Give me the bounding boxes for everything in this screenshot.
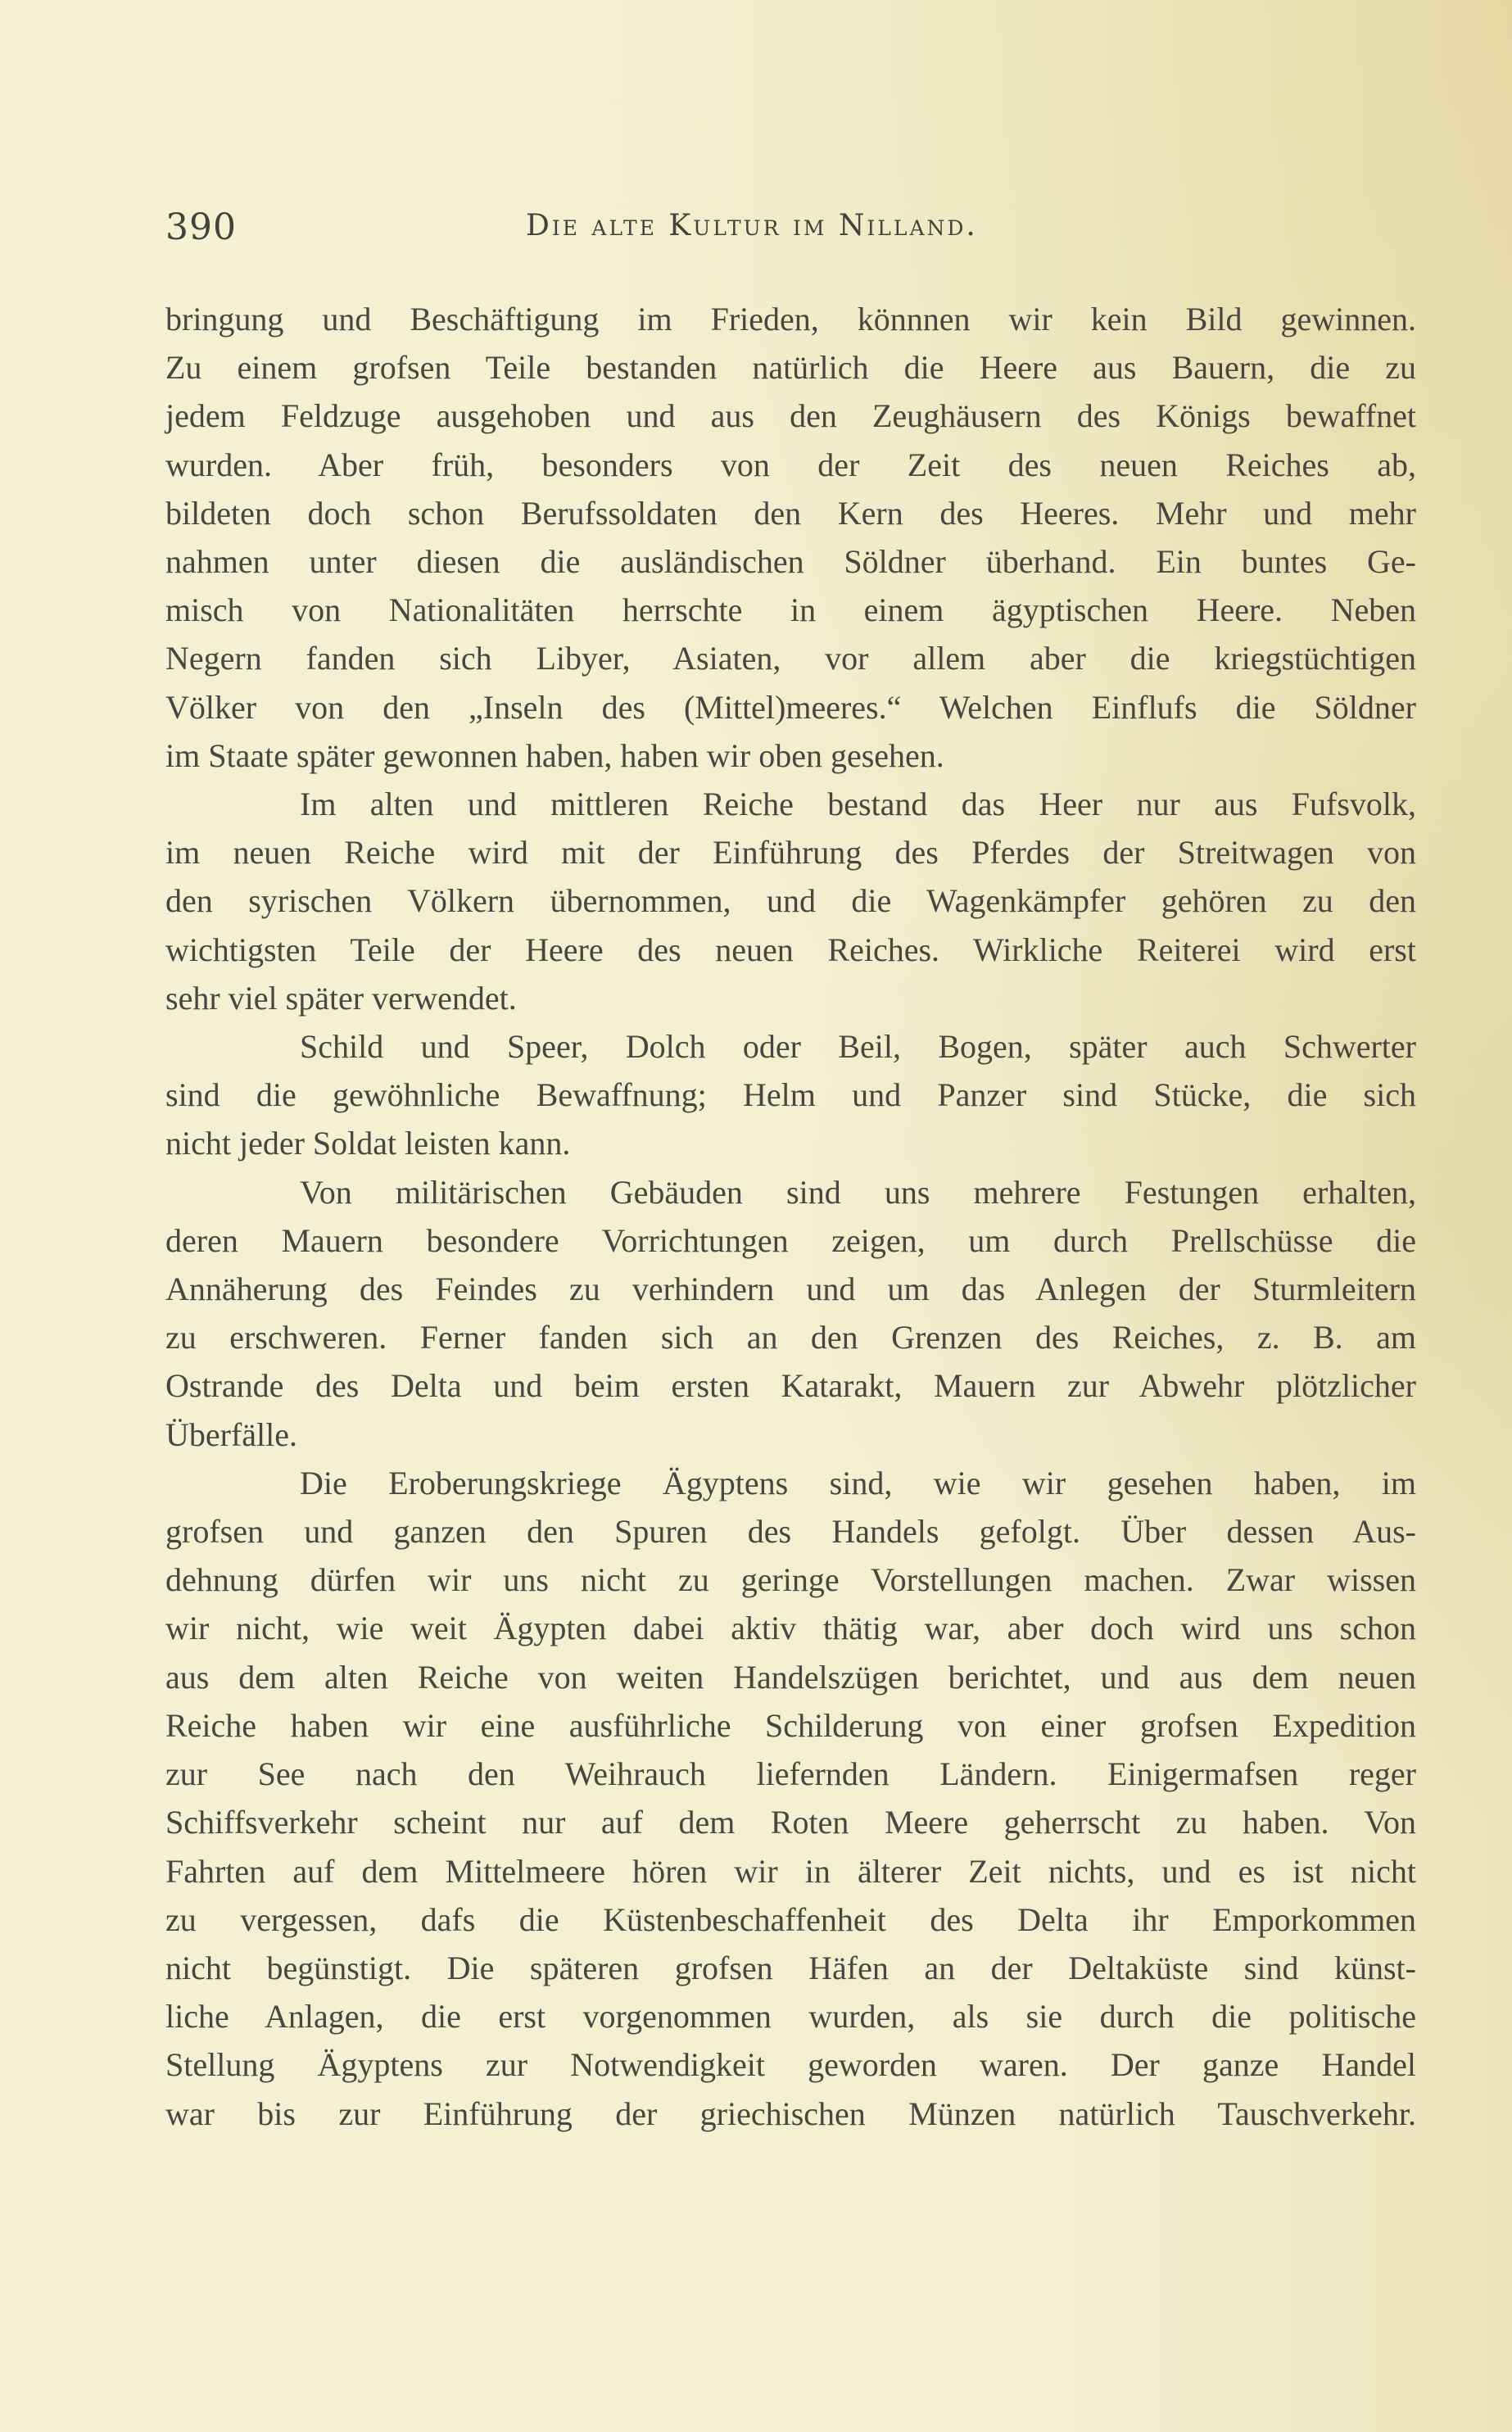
body-text xyxy=(165,295,1416,2138)
text-line: Stellung Ägyptens zur Notwendigkeit geworden waren. Der ganze Handel xyxy=(165,2046,1416,2084)
text-line: den syrischen Völkern übernommen, und die Wagenkämpfer gehören zu den xyxy=(165,882,1416,920)
text-line: sind die gewöhnliche Bewaffnung; Helm und Panzer sind Stücke, die sich xyxy=(165,1076,1416,1114)
text-line: jedem Feldzuge ausgehoben und aus den Zeughäusern des Königs bewaffnet xyxy=(165,397,1416,435)
text-line: Zu einem grofsen Teile bestanden natürlich die Heere aus Bauern, die zu xyxy=(165,349,1416,387)
text-line: liche Anlagen, die erst vorgenommen wurden, als sie durch die politische xyxy=(165,1998,1416,2036)
paragraph-5 xyxy=(165,1459,1416,2138)
text-line: im Staate später gewonnen haben, haben wir oben gesehen. xyxy=(165,736,944,774)
text-line: wir nicht, wie weit Ägypten dabei aktiv thätig war, aber doch wird uns schon xyxy=(165,1610,1416,1647)
text-line: Ostrande des Delta und beim ersten Katarakt, Mauern zur Abwehr plötzlicher xyxy=(165,1367,1416,1405)
text-line: Überfälle. xyxy=(165,1415,298,1453)
text-line: grofsen und ganzen den Spuren des Handels gefolgt. Über dessen Aus- xyxy=(165,1513,1416,1551)
page-number: 390 xyxy=(165,206,237,248)
paragraph-3 xyxy=(165,1022,1416,1168)
text-line: wichtigsten Teile der Heere des neuen Reiches. Wirkliche Reiterei wird erst xyxy=(165,931,1416,968)
text-line: bringung und Beschäftigung im Frieden, könnnen wir kein Bild gewinnen. xyxy=(165,301,1416,337)
text-line: Die Eroberungskriege Ägyptens sind, wie wir gesehen haben, im xyxy=(300,1464,1416,1501)
text-line: misch von Nationalitäten herrschte in einem ägyptischen Heere. Neben xyxy=(165,591,1416,629)
text-line: deren Mauern besondere Vorrichtungen zeigen, um durch Prellschüsse die xyxy=(165,1221,1416,1259)
text-line: Reiche haben wir eine ausführliche Schilderung von einer grofsen Expedition xyxy=(165,1706,1416,1744)
text-line: Annäherung des Feindes zu verhindern und um das Anlegen der Sturmleitern xyxy=(165,1270,1416,1308)
text-line: Von militärischen Gebäuden sind uns mehrere Festungen erhalten, xyxy=(300,1173,1416,1211)
paragraph-2 xyxy=(165,780,1416,1022)
text-line: Schild und Speer, Dolch oder Beil, Bogen, später auch Schwerter xyxy=(300,1028,1416,1066)
text-line: zur See nach den Weihrauch liefernden Ländern. Einigermafsen reger xyxy=(165,1755,1416,1793)
running-title: Die alte Kultur im Nilland. xyxy=(526,209,978,242)
text-line: aus dem alten Reiche von weiten Handelszügen berichtet, und aus dem neuen xyxy=(165,1658,1416,1696)
text-line: Fahrten auf dem Mittelmeere hören wir in älterer Zeit nichts, und es ist nicht xyxy=(165,1852,1416,1890)
text-line: Völker von den „Inseln des (Mittel)meeres.“ Welchen Einflufs die Söldner xyxy=(165,688,1416,726)
text-line: zu erschweren. Ferner fanden sich an den Grenzen des Reiches, z. B. am xyxy=(165,1319,1416,1356)
text-line: nahmen unter diesen die ausländischen Söldner überhand. Ein buntes Ge- xyxy=(165,543,1416,581)
text-line: Negern fanden sich Libyer, Asiaten, vor allem aber die kriegstüchtigen xyxy=(165,640,1416,677)
paragraph-1 xyxy=(165,295,1416,780)
text-line: dehnung dürfen wir uns nicht zu geringe Vorstellungen machen. Zwar wissen xyxy=(165,1561,1416,1599)
paragraph-4 xyxy=(165,1168,1416,1459)
text-line: bildeten doch schon Berufssoldaten den Kern des Heeres. Mehr und mehr xyxy=(165,494,1416,532)
text-line: nicht begünstigt. Die späteren grofsen Häfen an der Deltaküste sind künst- xyxy=(165,1949,1416,1986)
text-line: Im alten und mittleren Reiche bestand das Heer nur aus Fufsvolk, xyxy=(300,786,1416,823)
text-line: sehr viel später verwendet. xyxy=(165,979,517,1017)
text-line: war bis zur Einführung der griechischen Münzen natürlich Tauschverkehr. xyxy=(165,2095,1416,2132)
text-line: im neuen Reiche wird mit der Einführung des Pferdes der Streitwagen von xyxy=(165,834,1416,872)
text-line: wurden. Aber früh, besonders von der Zeit des neuen Reiches ab, xyxy=(165,446,1416,483)
text-line: nicht jeder Soldat leisten kann. xyxy=(165,1125,571,1162)
text-line: Schiffsverkehr scheint nur auf dem Roten Meere geherrscht zu haben. Von xyxy=(165,1804,1416,1841)
text-line: zu vergessen, dafs die Küstenbeschaffenheit des Delta ihr Emporkommen xyxy=(165,1900,1416,1938)
page-header xyxy=(165,206,1107,264)
